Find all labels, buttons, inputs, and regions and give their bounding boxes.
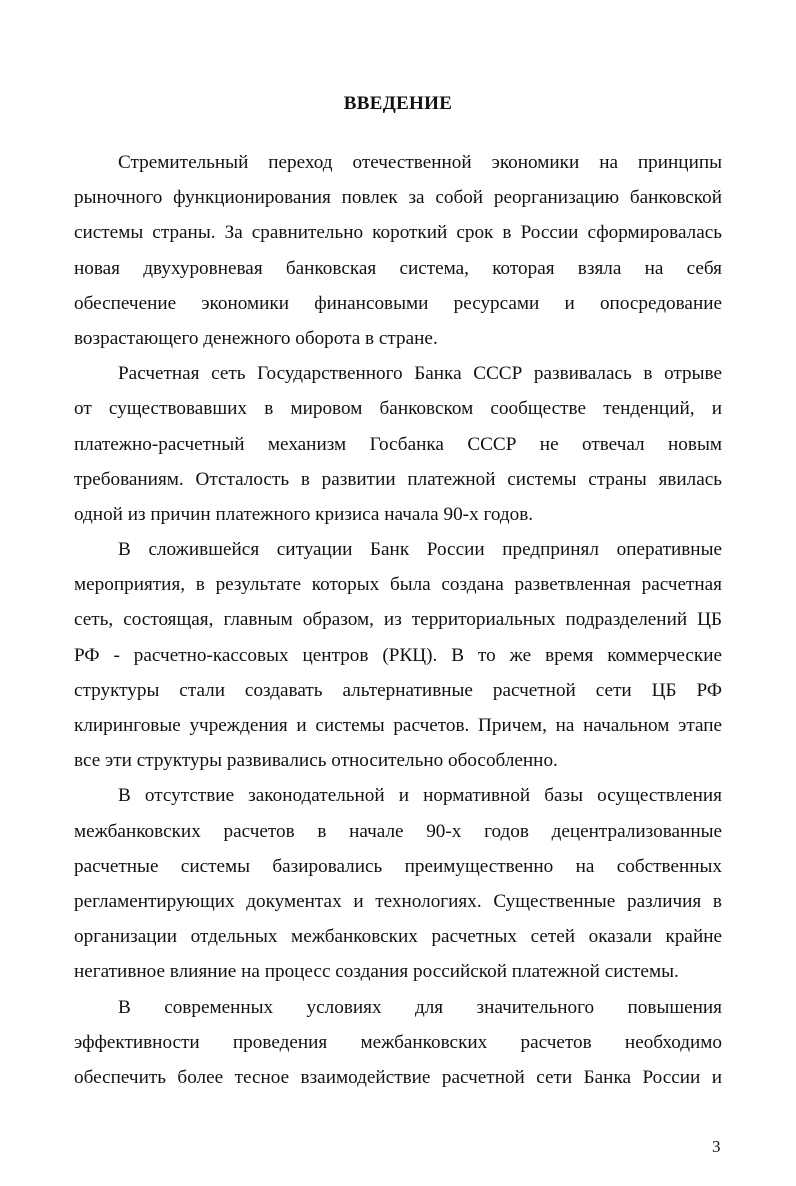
text-line: негативное влияние на процесс создания российской платежной системы. <box>74 961 679 983</box>
text-line: В сложившейся ситуации Банк России предпринял оперативные <box>118 539 722 561</box>
text-line: расчетные системы базировались преимущественно на собственных <box>74 855 722 877</box>
text-line: обеспечение экономики финансовыми ресурсами и опосредование <box>74 292 722 314</box>
page-number: 3 <box>712 1137 721 1156</box>
text-line: эффективности проведения межбанковских расчетов необходимо <box>74 1031 722 1053</box>
text-line: требованиям. Отсталость в развитии платежной системы страны явилась <box>74 468 722 490</box>
text-line: Стремительный переход отечественной экономики на принципы <box>118 152 722 173</box>
text-line: сеть, состоящая, главным образом, из территориальных подразделений ЦБ <box>74 609 722 631</box>
text-line: В современных условиях для значительного повышения <box>118 996 722 1018</box>
text-line: все эти структуры развивались относительно обособленно. <box>74 750 558 772</box>
page-title: ВВЕДЕНИЕ <box>343 93 453 114</box>
text-line: организации отдельных межбанковских расчетных сетей оказали крайне <box>74 926 722 948</box>
text-line: РФ - расчетно-кассовых центров (РКЦ). В то же время коммерческие <box>74 644 722 666</box>
text-line: от существовавших в мировом банковском сообществе тенденций, и <box>74 398 722 420</box>
text-line: мероприятия, в результате которых была создана разветвленная расчетная <box>74 574 722 596</box>
text-line: одной из причин платежного кризиса начала 90-х годов. <box>74 503 534 525</box>
text-line: системы страны. За сравнительно короткий срок в России сформировалась <box>74 222 722 244</box>
text-line: структуры стали создавать альтернативные расчетной сети ЦБ РФ <box>74 679 722 701</box>
text-line: Расчетная сеть Государственного Банка СССР развивалась в отрыве <box>118 363 722 385</box>
paragraph <box>74 778 722 989</box>
text-line: рыночного функционирования повлек за собой реорганизацию банковской <box>74 187 722 209</box>
body-text <box>74 145 722 1095</box>
paragraph <box>74 990 722 1096</box>
text-line: новая двухуровневая банковская система, которая взяла на себя <box>74 257 722 279</box>
paragraph <box>74 145 722 356</box>
text-line: В отсутствие законодательной и нормативной базы осуществления <box>118 785 722 807</box>
text-line: регламентирующих документах и технологиях. Существенные различия в <box>74 890 722 912</box>
text-line: клиринговые учреждения и системы расчетов. Причем, на начальном этапе <box>74 715 722 736</box>
text-line: обеспечить более тесное взаимодействие расчетной сети Банка России и <box>74 1066 722 1088</box>
text-line: возрастающего денежного оборота в стране. <box>74 327 438 349</box>
paragraph <box>74 356 722 532</box>
text-line: платежно-расчетный механизм Госбанка СССР не отвечал новым <box>74 433 722 455</box>
text-line: межбанковских расчетов в начале 90-х годов децентрализованные <box>74 820 722 842</box>
paragraph <box>74 532 722 778</box>
